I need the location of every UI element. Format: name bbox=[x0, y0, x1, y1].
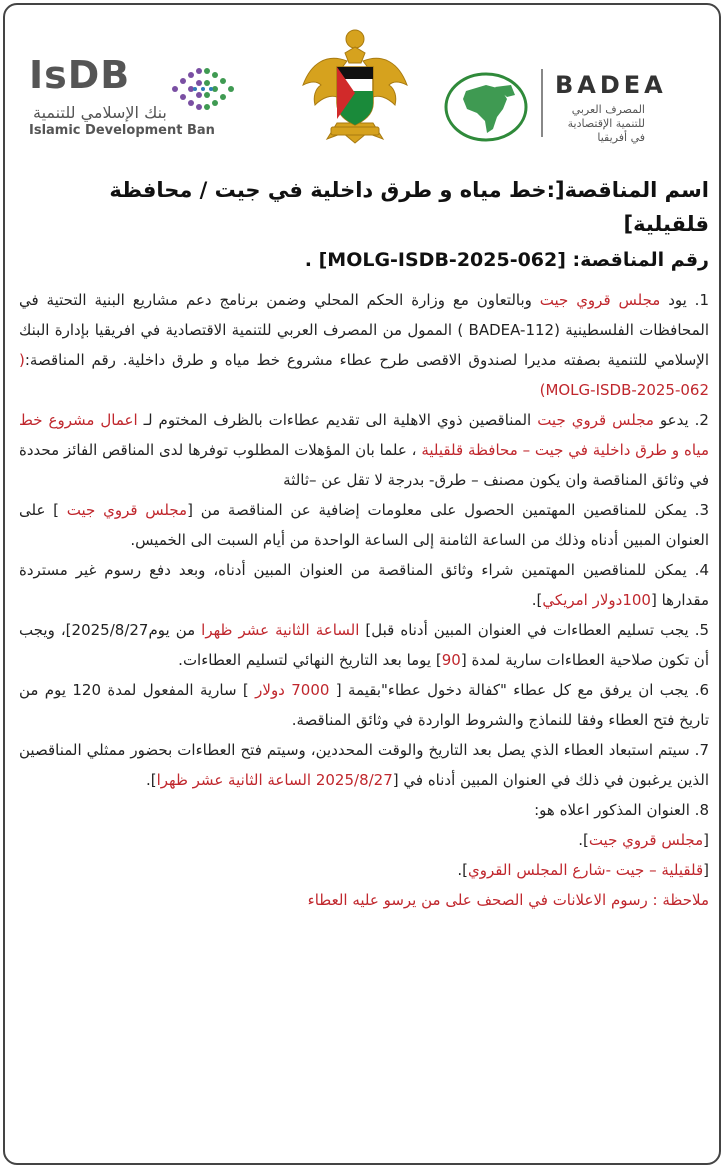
paragraph-3 bbox=[19, 495, 709, 555]
isdb-wordmark: IsDB bbox=[29, 53, 131, 97]
isdb-english-name: Islamic Development Ban bbox=[29, 123, 215, 138]
p1-text-a: 1. يود bbox=[660, 291, 709, 309]
p5-text-a: 5. يجب تسليم العطاءات في العنوان المبين أدناه قبل] bbox=[359, 621, 710, 639]
p2-council: مجلس قروي جيت bbox=[537, 411, 654, 429]
address-1-open: [ bbox=[703, 831, 709, 849]
badea-arabic-line-2: للتنمية الإقتصادية bbox=[567, 117, 645, 130]
announcement-body bbox=[19, 173, 709, 915]
p6-text-a: 6. يجب ان يرفق مع كل عطاء "كفالة دخول عطاء"بقيمة [ bbox=[329, 681, 710, 699]
badea-arabic-line-1: المصرف العربي bbox=[571, 103, 645, 116]
p7-text-b: ]. bbox=[145, 771, 157, 789]
p1-reference: ( MOLG-ISDB-2025-062) bbox=[19, 351, 709, 399]
p3-text-a: 3. يمكن للمناقصين المهتمين الحصول على معلومات إضافية عن المناقصة من [ bbox=[187, 501, 709, 519]
badea-arabic-line-3: في أفريقيا bbox=[597, 131, 645, 144]
p5-time: الساعة الثانية عشر ظهرا bbox=[201, 621, 360, 639]
p4-text-a: 4. يمكن للمناقصين المهتمين شراء وثائق المناقصة من العنوان المبين أدناه، وبعد دفع رسوم غير مستردة مقدارها [ bbox=[19, 561, 709, 609]
address-2-open: [ bbox=[703, 861, 709, 879]
isdb-logo bbox=[25, 53, 255, 148]
paragraph-1 bbox=[19, 285, 709, 405]
fees-note: ملاحظة : رسوم الاعلانات في الصحف على من يرسو عليه العطاء bbox=[307, 891, 709, 909]
address-2-close: ]. bbox=[457, 861, 468, 879]
tender-title: اسم المناقصة[:خط مياه و طرق داخلية في جيت / محافظة قلقيلية] bbox=[109, 178, 709, 236]
p4-fee: 100دولار امريكي bbox=[542, 591, 651, 609]
p5-days: 90 bbox=[441, 651, 461, 669]
p5-text-b: من يوم2025/8/27]، ويجب أن تكون صلاحية العطاءات سارية لمدة [ bbox=[19, 621, 709, 669]
p3-council: مجلس قروي جيت bbox=[66, 501, 188, 519]
p7-text-a: 7. سيتم استبعاد العطاء الذي يصل بعد التاريخ والوقت المحددين، وسيتم فتح العطاءات بحضور ممثلي المناقصين الذين يرغبون في ذلك في العنوان المبين أدناه في [ bbox=[19, 741, 709, 789]
paragraph-4 bbox=[19, 555, 709, 615]
p6-text-b: ] سارية المفعول لمدة 120 يوم من تاريخ فتح العطاء وفقا للنماذج والشروط الواردة في وثائق المناقصة. bbox=[19, 681, 709, 729]
address-1-text: مجلس قروي جيت bbox=[588, 831, 704, 849]
paragraph-2 bbox=[19, 405, 709, 495]
badea-logo bbox=[433, 61, 715, 151]
tender-reference: رقم المناقصة: [MOLG-ISDB-2025-062] . bbox=[304, 249, 709, 271]
p5-text-c: ] يوما بعد التاريخ النهائي لتسليم العطاءات. bbox=[178, 651, 442, 669]
logo-divider bbox=[541, 69, 543, 137]
p3-text-b: ] على العنوان المبين أدناه وذلك من الساعة الثامنة إلى الساعة الواحدة من أيام السبت الى الخميس. bbox=[19, 501, 709, 549]
paragraph-5 bbox=[19, 615, 709, 675]
africa-map-icon bbox=[441, 69, 531, 144]
p2-text-c: ، علما بان المؤهلات المطلوب توفرها لدى المناقص الفائز محددة في وثائق المناقصة وان يكون مصنف – طرق- بدرجة لا تقل عن –ثالثة bbox=[19, 441, 709, 489]
p2-text-b: المناقصين ذوي الاهلية الى تقديم عطاءات بالظرف المختوم لـ bbox=[137, 411, 538, 429]
isdb-arabic-name: بنك الإسلامي للتنمية bbox=[33, 103, 167, 122]
p6-amount: 7000 دولار bbox=[255, 681, 330, 699]
p4-text-b: ]. bbox=[531, 591, 543, 609]
p2-text-a: 2. يدعو bbox=[653, 411, 709, 429]
palestine-eagle-emblem-icon bbox=[297, 23, 413, 148]
paragraph-6 bbox=[19, 675, 709, 735]
address-2-text: قلقيلية – جيت -شارع المجلس القروي bbox=[467, 861, 704, 879]
address-line-1 bbox=[19, 825, 709, 855]
isdb-globe-icon bbox=[155, 59, 245, 119]
logo-header bbox=[5, 5, 723, 165]
address-1-close: ]. bbox=[578, 831, 589, 849]
p7-when: 2025/8/27 الساعة الثانية عشر ظهرا bbox=[156, 771, 393, 789]
announcement-frame bbox=[3, 3, 721, 1165]
paragraph-8: 8. العنوان المذكور اعلاه هو: bbox=[534, 801, 709, 819]
p2-works: اعمال مشروع خط مياه و طرق داخلية في جيت – محافظة قلقيلية bbox=[19, 411, 709, 459]
p1-council: مجلس قروي جيت bbox=[539, 291, 661, 309]
paragraph-7 bbox=[19, 735, 709, 795]
p1-text-b: وبالتعاون مع وزارة الحكم المحلي وضمن برنامج دعم مشاريع البنية التحتية في المحافظات الفلسطينية (BADEA-112 ) الممول من المصرف العربي للتنمية الاقتصادية في افريقيا بإدارة البنك الإسلامي للتنمية بصفته مديرا لصندوق الاقصى طرح عطاء مشروع خط مياه و طرق داخلية. رقم المناقصة: bbox=[19, 291, 709, 369]
address-line-2 bbox=[19, 855, 709, 885]
badea-wordmark: BADEA bbox=[555, 71, 667, 99]
